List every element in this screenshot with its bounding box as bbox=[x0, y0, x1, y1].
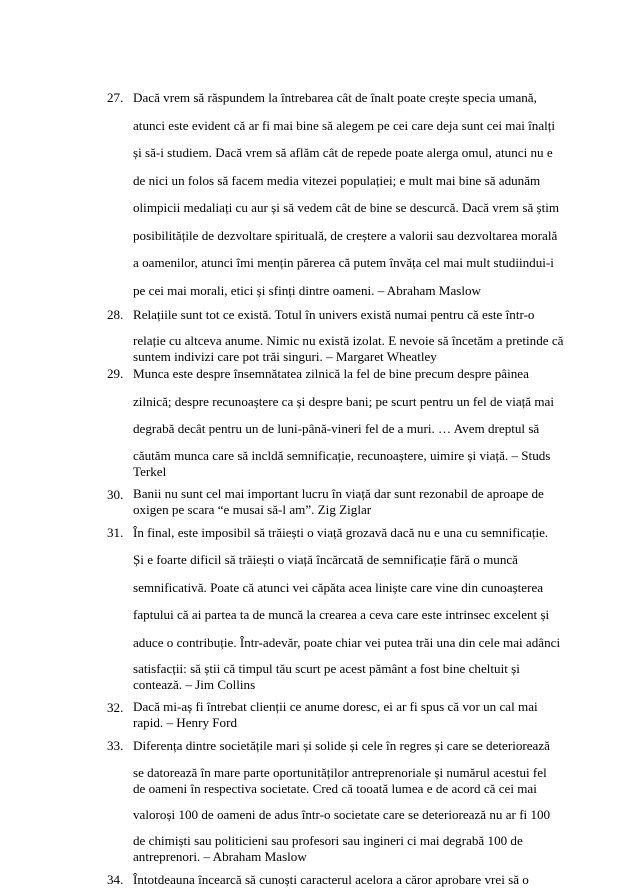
item-number: 32. bbox=[107, 700, 124, 715]
item-number: 33. bbox=[107, 738, 124, 753]
item-number: 28. bbox=[107, 306, 124, 322]
text-line: Munca este despre însemnătatea zilnică la fel de bine precum despre pâinea bbox=[133, 366, 529, 381]
list-item bbox=[107, 306, 564, 366]
text-line: Și e foarte dificil să trăiești o viață încărcată de semnificație fără o muncă bbox=[133, 552, 518, 567]
text-line: rapid. – Henry Ford bbox=[133, 715, 238, 730]
list-item bbox=[107, 365, 555, 480]
item-text bbox=[133, 89, 559, 300]
item-text bbox=[133, 871, 552, 889]
item-number: 31. bbox=[107, 524, 124, 540]
text-line: Banii nu sunt cel mai important lucru în viață dar sunt rezonabil de aproape de bbox=[133, 485, 544, 501]
text-line: de chimiști sau politicieni sau profesori sau ingineri ci mai degrabă 100 de bbox=[133, 833, 523, 848]
item-number: 27. bbox=[107, 90, 124, 105]
text-line: Diferența dintre societățile mari și solide și cele în regres și care se deteriorează bbox=[133, 738, 550, 753]
text-line: Terkel bbox=[133, 463, 167, 479]
text-line: de oameni în respectiva societate. Cred că tooată lumea e de acord că cei mai bbox=[133, 780, 537, 796]
text-line: Relațiile sunt tot ce există. Totul în univers există numai pentru că este într-o bbox=[133, 306, 535, 322]
item-text bbox=[133, 486, 552, 518]
text-line: atunci este evident că ar fi mai bine să alegem pe cei care deja sunt cei mai înalți bbox=[133, 117, 556, 133]
text-line: olimpicii medaliați cu aur și să vedem cât de bine se descurcă. Dacă vrem să știm bbox=[133, 200, 560, 215]
text-line: Dacă mi-aș fi întrebat clienții ce anume doresc, ei ar fi spus că vor un cal mai bbox=[133, 699, 538, 714]
text-line: căutăm munca care să incldă semnificație, recunoaștere, uimire și viață. – Studs bbox=[133, 447, 551, 463]
text-line: valoroși 100 de oameni de adus într-o societate care se deteriorează nu ar fi 100 bbox=[133, 806, 551, 822]
text-line: posibilitățile de dezvoltare spirituală, de creștere a valorii sau dezvoltarea morală bbox=[133, 227, 558, 243]
text-line: contează. – Jim Collins bbox=[133, 677, 256, 692]
text-line: a oamenilor, atunci îmi mențin părerea că putem învăța cel mai mult studiindui-i bbox=[133, 255, 554, 270]
text-line: faptului că ai partea ta de muncă la crearea a ceva care este intrinsec excelent și bbox=[133, 607, 550, 622]
text-line: suntem indivizi care pot trăi singuri. – Margaret Wheatley bbox=[133, 349, 437, 364]
item-text bbox=[133, 306, 563, 366]
item-text bbox=[133, 365, 554, 480]
list-item bbox=[107, 486, 552, 518]
item-number: 29. bbox=[107, 366, 124, 381]
text-line: satisfacții: să știi că timpul tău scurt pe acest pământ a fost bine cheltuit și bbox=[133, 661, 520, 676]
item-text bbox=[133, 737, 552, 865]
text-line: aduce o contribuție. Într-adevăr, poate chiar vei putea trăi una din cele mai adânci bbox=[133, 634, 561, 650]
list-item bbox=[107, 871, 552, 889]
item-number: 34. bbox=[107, 872, 124, 887]
text-line: Întotdeauna încearcă să cunoști caracterul acelora a căror aprobare vrei să o bbox=[133, 872, 529, 887]
text-line: În final, este imposibil să trăiești o viață grozavă dacă nu e una cu semnificație. bbox=[133, 524, 549, 540]
item-text bbox=[133, 524, 560, 694]
text-line: relație cu altceva anume. Nimic nu există izolat. E nevoie să încetăm a pretinde că bbox=[133, 333, 564, 348]
quote-list bbox=[107, 89, 564, 889]
text-line: oxigen pe scara “e musai să-l am”. Zig Ziglar bbox=[133, 501, 372, 517]
item-text bbox=[133, 699, 552, 731]
text-line: degrabă decât pentru un de luni-până-vineri fel de a muri. … Avem dreptul să bbox=[133, 421, 540, 436]
text-line: Dacă vrem să răspundem la întrebarea cât de înalt poate crește specia umană, bbox=[133, 90, 537, 105]
text-line: și să-i studiem. Dacă vrem să aflăm cât de repede poate alerga omul, atunci nu e bbox=[133, 145, 553, 160]
list-item bbox=[107, 699, 552, 731]
item-number: 30. bbox=[107, 486, 124, 502]
text-line: semnificativă. Poate că atunci vei căpăta acea liniște care vine din cunoașterea bbox=[133, 579, 544, 595]
text-line: de nici un folos să facem media vitezei populației; e mult mai bine să adunăm bbox=[133, 172, 541, 188]
list-item bbox=[107, 89, 560, 300]
text-line: pe cei mai morali, etici și sfinți dintre oameni. – Abraham Maslow bbox=[133, 282, 481, 298]
text-line: zilnică; despre recunoaștere ca și despre bani; pe scurt pentru un fel de viață mai bbox=[133, 393, 555, 409]
list-item bbox=[107, 524, 561, 694]
text-line: se datorează în mare parte oportunităților antreprenoriale și numărul acestui fel bbox=[133, 764, 547, 780]
list-item bbox=[107, 737, 552, 865]
text-line: antreprenori. – Abraham Maslow bbox=[133, 849, 307, 864]
